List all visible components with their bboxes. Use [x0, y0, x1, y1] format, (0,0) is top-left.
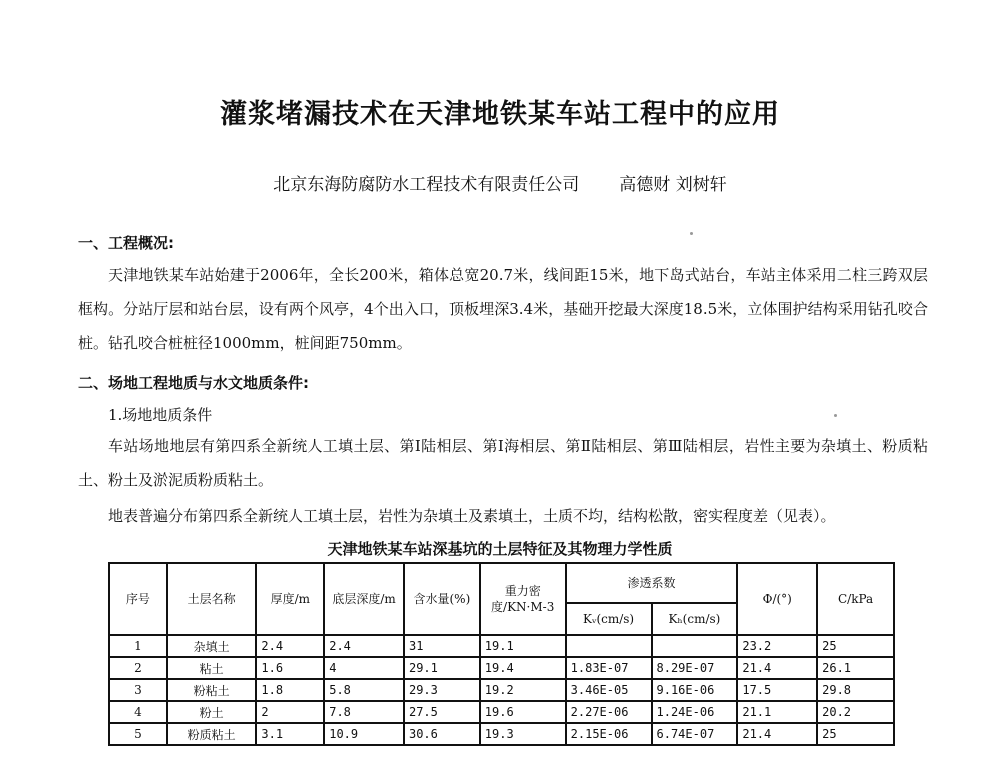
header-no: 序号 [109, 563, 167, 635]
section-2-paragraph-2: 地表普遍分布第四系全新统人工填土层，岩性为杂填土及素填土，土质不均，结构松散，密实程度差（见表）。 [108, 507, 836, 525]
section-2-paragraph-1: 车站场地地层有第四系全新统人工填土层、第Ⅰ陆相层、第Ⅰ海相层、第Ⅱ陆相层、第Ⅲ陆相层，岩性主要为杂填土、粉质粘土、粉土及淤泥质粉质粘土。 [78, 437, 928, 489]
cell-no: 4 [109, 701, 167, 723]
table-row [109, 701, 894, 723]
header-phi: Φ/(°) [737, 563, 817, 635]
header-water: 含水量(%) [404, 563, 480, 635]
scan-speck [834, 414, 837, 417]
table-row [109, 679, 894, 701]
header-kh: Kₕ(cm/s) [652, 603, 738, 635]
cell-depth: 5.8 [324, 679, 404, 701]
cell-water: 29.3 [404, 679, 480, 701]
cell-kh: 8.29E-07 [652, 657, 738, 679]
author-organization: 北京东海防腐防水工程技术有限责任公司 [273, 175, 580, 195]
section-1-paragraph: 天津地铁某车站始建于2006年，全长200米，箱体总宽20.7米，线间距15米，地下岛式站台，车站主体采用二柱三跨双层框构。分站厅层和站台层，设有两个风亭，4个出入口，顶板埋深3.4米，基础开挖最大深度18.5米，立体围护结构采用钻孔咬合桩。钻孔咬合桩桩径1000mm，桩间距750mm。 [78, 266, 928, 352]
cell-kv: 2.27E-06 [566, 701, 652, 723]
cell-thickness: 3.1 [256, 723, 324, 745]
document-title: 灌浆堵漏技术在天津地铁某车站工程中的应用 [220, 99, 780, 130]
cell-depth: 10.9 [324, 723, 404, 745]
cell-kh: 9.16E-06 [652, 679, 738, 701]
cell-water: 29.1 [404, 657, 480, 679]
cell-thickness: 2 [256, 701, 324, 723]
cell-name: 粉粘土 [167, 679, 257, 701]
cell-phi: 23.2 [737, 635, 817, 657]
cell-kh: 1.24E-06 [652, 701, 738, 723]
cell-no: 3 [109, 679, 167, 701]
cell-name: 杂填土 [167, 635, 257, 657]
cell-depth: 7.8 [324, 701, 404, 723]
section-2-heading: 二、场地工程地质与水文地质条件: [78, 374, 310, 392]
header-kv: Kᵥ(cm/s) [566, 603, 652, 635]
cell-no: 2 [109, 657, 167, 679]
cell-c: 25 [817, 723, 894, 745]
cell-water: 31 [404, 635, 480, 657]
cell-kh: 6.74E-07 [652, 723, 738, 745]
cell-density: 19.2 [480, 679, 566, 701]
cell-kv [566, 635, 652, 657]
table-row [109, 657, 894, 679]
cell-thickness: 1.8 [256, 679, 324, 701]
cell-name: 粉质粘土 [167, 723, 257, 745]
subsection-heading: 1.场地地质条件 [108, 406, 213, 424]
cell-water: 30.6 [404, 723, 480, 745]
scan-speck [690, 232, 693, 235]
header-name: 土层名称 [167, 563, 257, 635]
soil-properties-table [108, 562, 895, 746]
cell-thickness: 2.4 [256, 635, 324, 657]
cell-density: 19.4 [480, 657, 566, 679]
cell-thickness: 1.6 [256, 657, 324, 679]
header-depth: 底层深度/m [324, 563, 404, 635]
cell-no: 1 [109, 635, 167, 657]
cell-c: 20.2 [817, 701, 894, 723]
cell-density: 19.6 [480, 701, 566, 723]
cell-no: 5 [109, 723, 167, 745]
cell-phi: 17.5 [737, 679, 817, 701]
section-1-heading: 一、工程概况: [78, 234, 174, 252]
header-thickness: 厚度/m [256, 563, 324, 635]
author-line [0, 170, 1000, 195]
cell-kv: 2.15E-06 [566, 723, 652, 745]
cell-c: 26.1 [817, 657, 894, 679]
cell-c: 25 [817, 635, 894, 657]
cell-water: 27.5 [404, 701, 480, 723]
cell-phi: 21.1 [737, 701, 817, 723]
table-row [109, 723, 894, 745]
cell-name: 粘土 [167, 657, 257, 679]
cell-name: 粉土 [167, 701, 257, 723]
cell-kh [652, 635, 738, 657]
header-permeability: 渗透系数 [566, 563, 738, 603]
header-density: 重力密度/KN·M-3 [480, 563, 566, 635]
cell-depth: 2.4 [324, 635, 404, 657]
cell-density: 19.1 [480, 635, 566, 657]
cell-phi: 21.4 [737, 657, 817, 679]
table-row [109, 635, 894, 657]
cell-phi: 21.4 [737, 723, 817, 745]
cell-density: 19.3 [480, 723, 566, 745]
cell-kv: 1.83E-07 [566, 657, 652, 679]
cell-kv: 3.46E-05 [566, 679, 652, 701]
author-names: 高德财 刘树轩 [619, 175, 727, 195]
cell-depth: 4 [324, 657, 404, 679]
cell-c: 29.8 [817, 679, 894, 701]
table-title: 天津地铁某车站深基坑的土层特征及其物理力学性质 [327, 540, 673, 558]
header-c: C/kPa [817, 563, 894, 635]
